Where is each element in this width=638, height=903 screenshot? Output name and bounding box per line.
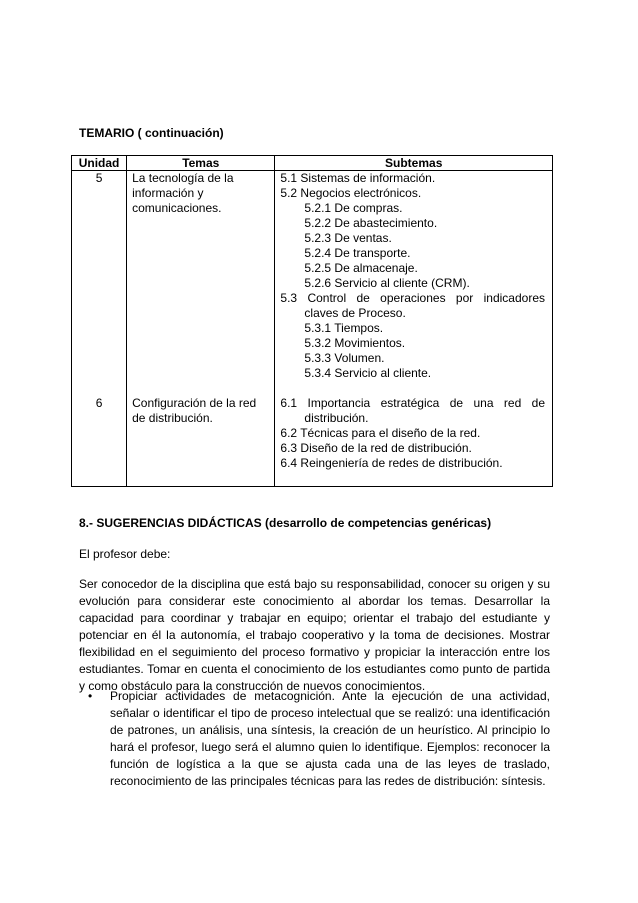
temario-title: TEMARIO ( continuación) (79, 126, 224, 140)
header-subtemas: Subtemas (275, 156, 553, 171)
unit-number-5: 5 (95, 171, 103, 185)
unit-gap (280, 381, 545, 396)
section-title: 8.- SUGERENCIAS DIDÁCTICAS (desarrollo de competencias genéricas) (79, 516, 492, 530)
tema-spacer (132, 216, 270, 396)
unit-spacer (72, 186, 126, 396)
subtema-item: 5.2.2 De abastecimiento. (304, 216, 438, 230)
temario-table (71, 155, 553, 487)
subtema-item: 5.3.4 Servicio al cliente. (304, 366, 432, 380)
subtema-item: 6.2 Técnicas para el diseño de la red. (280, 426, 481, 440)
header-unidad: Unidad (72, 156, 127, 171)
subtema-item: 5.3.1 Tiempos. (304, 321, 384, 335)
subtema-item: 5.2.5 De almacenaje. (304, 261, 418, 275)
subtema-item: 6.4 Reingeniería de redes de distribución. (280, 456, 503, 470)
subtema-item: 6.3 Diseño de la red de distribución. (280, 441, 472, 455)
unit-number-6: 6 (95, 396, 103, 410)
subtema-item: 5.2.3 De ventas. (304, 231, 392, 245)
list-item (79, 688, 550, 790)
subtema-item: 5.3 Control de operaciones por indicadores claves de Proceso. (280, 291, 545, 320)
subtema-item: 5.2.1 De compras. (304, 201, 403, 215)
tema-unit-5: La tecnología de la información y comunicaciones. (132, 171, 234, 215)
header-temas: Temas (127, 156, 275, 171)
temas-cell (127, 171, 275, 487)
tema-unit-6: Configuración de la red de distribución. (132, 396, 257, 425)
table-row (72, 171, 553, 487)
body-paragraph: Ser conocedor de la disciplina que está bajo su responsabilidad, conocer su origen y su evolución para considerar este conocimiento al abordar los temas. Desarrollar la capacidad para coordinar y trabajar en equipo; orientar el trabajo del estudiante y potenciar en él la autonomía, el trabajo cooperativo y la toma de decisiones. Mostrar flexibilidad en el seguimiento del proceso formativo y propiciar la interacción entre los estudiantes. Tomar en cuenta el conocimiento de los estudiantes como punto de partida y como obstáculo para la construcción de nuevos conocimientos. (79, 577, 550, 693)
bullet-list (79, 688, 550, 790)
subtema-item: 5.1 Sistemas de información. (280, 171, 436, 185)
subtema-item: 6.1 Importancia estratégica de una red de distribución. (280, 396, 545, 425)
subtemas-cell (275, 171, 553, 487)
unidad-cell (72, 171, 127, 487)
table-bottom-gap (280, 471, 545, 486)
subtema-item: 5.3.2 Movimientos. (304, 336, 406, 350)
subtema-item: 5.2 Negocios electrónicos. (280, 186, 422, 200)
subtema-item: 5.2.6 Servicio al cliente (CRM). (304, 276, 470, 290)
bullet-text: Propiciar actividades de metacognición. Ante la ejecución de una actividad, señalar o identificar el tipo de proceso intelectual que se realizó: una identificación de patrones, un análisis, una síntesis, la creación de un heurístico. Al principio lo hará el profesor, luego será el alumno quien lo identifique. Ejemplos: reconocer la función de logística a la que se ajusta cada una de las leyes de traslado, reconocimiento de las principales técnicas para las redes de distribución: síntesis. (110, 689, 550, 788)
bullet-icon: • (88, 689, 93, 703)
table-header-row (72, 156, 553, 171)
intro-text: El profesor debe: (79, 547, 171, 561)
subtemas-unit-5 (280, 171, 545, 381)
subtemas-unit-6 (280, 396, 545, 471)
subtema-item: 5.3.3 Volumen. (304, 351, 385, 365)
subtema-item: 5.2.4 De transporte. (304, 246, 411, 260)
